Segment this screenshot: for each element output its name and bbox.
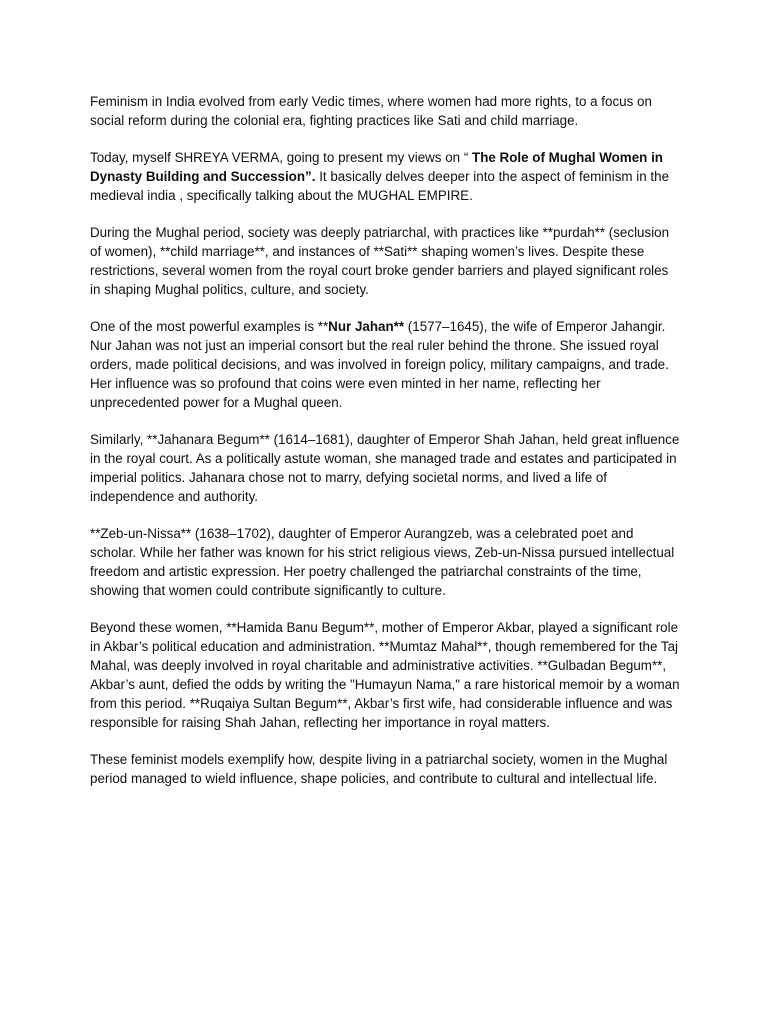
nur-jahan-lead: One of the most powerful examples is ** [90, 319, 329, 334]
document-page [90, 92, 682, 806]
nur-jahan-name: Nur Jahan** [328, 319, 405, 334]
paragraph-other-women: Beyond these women, **Hamida Banu Begum**, mother of Emperor Akbar, played a significant role in Akbar’s political education and administration. **Mumtaz Mahal**, though remembered for the Taj Mahal, was deeply involved in royal charitable and administrative activities. **Gulbadan Begum**, Akbar’s aunt, defied the odds by writing the "Humayun Nama," a rare historical memoir by a woman from this period. **Ruqaiya Sultan Begum**, Akbar’s first wife, had considerable influence and was responsible for raising Shah Jahan, reflecting her importance in royal matters. [90, 620, 680, 730]
paragraph-zeb-un-nissa: **Zeb-un-Nissa** (1638–1702), daughter of Emperor Aurangzeb, was a celebrated poet and scholar. While her father was known for his strict religious views, Zeb-un-Nissa pursued intellectual freedom and artistic expression. Her poetry challenged the patriarchal constraints of the time, showing that women could contribute significantly to culture. [90, 526, 675, 598]
presentation-rest: It basically delves deeper into the aspect of feminism in the medieval india , specifically talking about the MUGHAL EMPIRE. [90, 169, 670, 203]
presentation-title: The Role of Mughal Women in Dynasty Building and Succession”. [90, 150, 663, 184]
nur-jahan-rest: (1577–1645), the wife of Emperor Jahangir. Nur Jahan was not just an imperial consort but the real ruler behind the throne. She issued royal orders, made political decisions, and was involved in foreign policy, military campaigns, and trade. Her influence was so profound that coins were even minted in her name, reflecting her unprecedented power for a Mughal queen. [90, 319, 669, 410]
paragraph-nur-jahan [90, 317, 682, 412]
paragraph-conclusion: These feminist models exemplify how, despite living in a patriarchal society, women in the Mughal period managed to wield influence, shape policies, and contribute to cultural and intellectual life. [90, 752, 668, 786]
paragraph-patriarchy: During the Mughal period, society was deeply patriarchal, with practices like **purdah** (seclusion of women), **child marriage**, and instances of **Sati** shaping women’s lives. Despite these restrictions, several women from the royal court broke gender barriers and played significant roles in shaping Mughal politics, culture, and society. [90, 225, 670, 297]
paragraph-intro: Feminism in India evolved from early Vedic times, where women had more rights, to a focus on social reform during the colonial era, fighting practices like Sati and child marriage. [90, 94, 652, 128]
paragraph-presentation [90, 148, 682, 205]
paragraph-jahanara: Similarly, **Jahanara Begum** (1614–1681), daughter of Emperor Shah Jahan, held great influence in the royal court. As a politically astute woman, she managed trade and estates and participated in imperial politics. Jahanara chose not to marry, defying societal norms, and lived a life of independence and authority. [90, 432, 680, 504]
presentation-lead: Today, myself SHREYA VERMA, going to present my views on “ [90, 150, 473, 165]
